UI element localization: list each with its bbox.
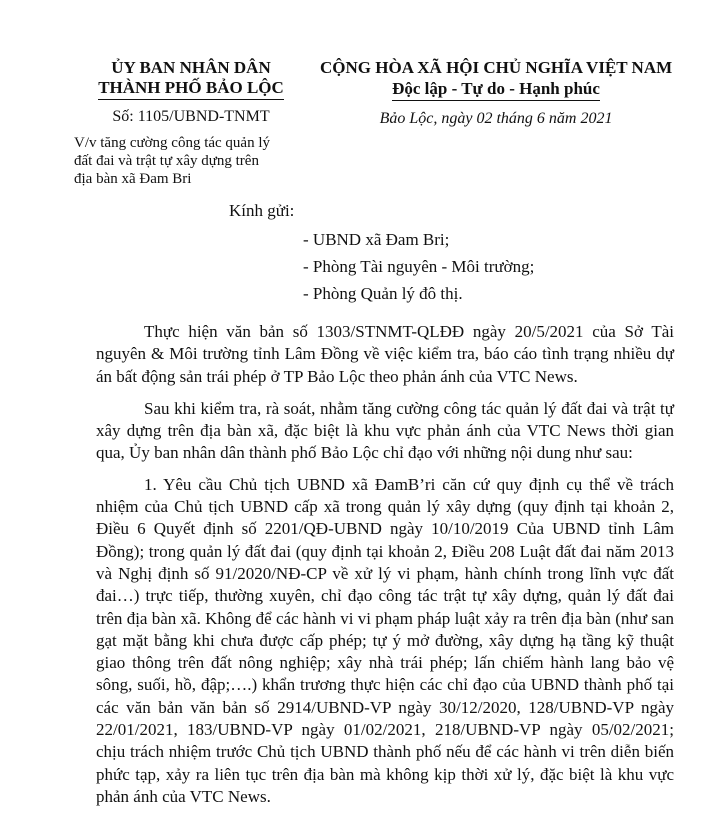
document-body bbox=[96, 321, 674, 818]
document-date: Bảo Lộc, ngày 02 tháng 6 năm 2021 bbox=[379, 110, 613, 127]
national-motto: Độc lập - Tự do - Hạnh phúc bbox=[392, 78, 600, 101]
document-subject bbox=[60, 134, 322, 188]
recipient-item: - Phòng Quản lý đô thị. bbox=[303, 284, 463, 303]
subject-line: địa bàn xã Đam Bri bbox=[74, 171, 192, 187]
addressee-label: Kính gửi: bbox=[229, 201, 295, 220]
recipient-item: - UBND xã Đam Bri; bbox=[303, 230, 450, 249]
subject-line: đất đai và trật tự xây dựng trên bbox=[74, 153, 259, 169]
body-paragraph: 1. Yêu cầu Chủ tịch UBND xã ĐamB’ri căn cứ quy định cụ thể về trách nhiệm của Chủ tịch UBND cấp xã trong quản lý xây dựng (quy định tại khoản 2, Điều 6 Quyết định số 2201/QĐ-UBND ngày 10/10/2019 Của UBND tỉnh Lâm Đồng); trong quản lý đất đai (quy định tại khoản 2, Điều 208 Luật đất đai năm 2013 và Nghị định số 91/2020/NĐ-CP về xử lý vi phạm, hành chính trong lĩnh vực đất đai…) trực tiếp, thường xuyên, chỉ đạo công tác trật tự xây dựng, quản lý đất đai trên địa bàn xã. Không để các hành vi vi phạm pháp luật xảy ra trên địa bàn (như san gạt mặt bằng khi chưa được cấp phép; tự ý mở đường, xây dựng hạ tầng kỹ thuật giao thông trên đất nông nghiệp; xây nhà trái phép; lấn chiếm hành lang bảo vệ sông, suối, hồ, đập;….) khẩn trương thực hiện các chỉ đạo của UBND thành phố tại các văn bản văn bản số 2914/UBND-VP ngày 30/12/2020, 128/UBND-VP ngày 22/01/2021, 183/UBND-VP ngày 01/02/2021, 218/UBND-VP ngày 05/02/2021; chịu trách nhiệm trước Chủ tịch UBND thành phố nếu để các hành vi trên diễn biến phức tạp, xảy ra liên tục trên địa bàn mà không kịp thời xử lý, đặc biệt là khu vực phản ánh của VTC News. bbox=[96, 474, 674, 806]
authority-line-1: ỦY BAN NHÂN DÂN bbox=[111, 58, 271, 77]
nation-title: CỘNG HÒA XÃ HỘI CHỦ NGHĨA VIỆT NAM bbox=[320, 58, 673, 77]
body-paragraph: Sau khi kiểm tra, rà soát, nhằm tăng cường công tác quản lý đất đai và trật tự xây dựng trên địa bàn xã, đặc biệt là khu vực phản ánh của VTC News thời gian qua, Ủy ban nhân dân thành phố Bảo Lộc chỉ đạo với những nội dung như sau: bbox=[96, 398, 674, 463]
authority-line-2: THÀNH PHỐ BẢO LỘC bbox=[98, 78, 284, 100]
document-number: Số: 1105/UBND-TNMT bbox=[112, 108, 270, 125]
recipient-item: - Phòng Tài nguyên - Môi trường; bbox=[303, 257, 535, 276]
issuing-authority-block bbox=[60, 58, 322, 188]
national-header-block bbox=[320, 58, 672, 129]
subject-line: V/v tăng cường công tác quản lý bbox=[74, 135, 271, 151]
body-paragraph: Thực hiện văn bản số 1303/STNMT-QLĐĐ ngày 20/5/2021 của Sở Tài nguyên & Môi trường tỉnh Lâm Đồng về việc kiểm tra, báo cáo tình trạng nhiều dự án bất động sản trái phép ở TP Bảo Lộc theo phản ánh của VTC News. bbox=[96, 322, 674, 386]
